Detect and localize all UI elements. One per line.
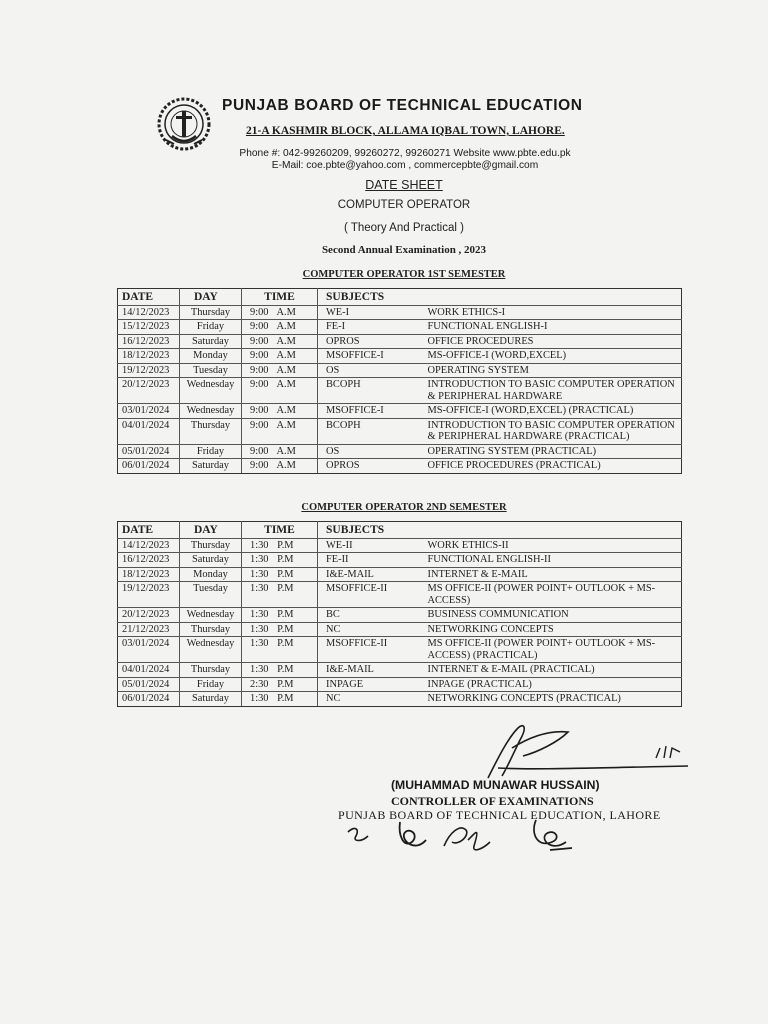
row-subject-code: MSOFFICE-I [318, 349, 420, 364]
row-date: 20/12/2023 [118, 378, 180, 404]
row-subject-code: WE-I [318, 305, 420, 320]
table-row [118, 349, 682, 364]
row-day: Wednesday [180, 637, 242, 663]
table-header-row [118, 289, 682, 306]
row-date: 06/01/2024 [118, 459, 180, 474]
row-date: 18/12/2023 [118, 349, 180, 364]
row-day: Thursday [180, 663, 242, 678]
row-day: Monday [180, 349, 242, 364]
row-date: 18/12/2023 [118, 567, 180, 582]
row-subject-name: INTERNET & E-MAIL (PRACTICAL) [420, 663, 682, 678]
row-subject-name: FUNCTIONAL ENGLISH-II [420, 553, 682, 568]
exam-session: Second Annual Examination , 2023 [321, 244, 487, 256]
row-subject-code: MSOFFICE-II [318, 582, 420, 608]
row-day: Friday [180, 320, 242, 335]
row-subject-name: INTERNET & E-MAIL [420, 567, 682, 582]
table-row [118, 305, 682, 320]
row-subject-name: WORK ETHICS-II [420, 538, 682, 553]
table-row [118, 444, 682, 459]
row-time: 1:30 P.M [242, 637, 318, 663]
row-subject-name: MS-OFFICE-I (WORD,EXCEL) (PRACTICAL) [420, 404, 682, 419]
row-date: 06/01/2024 [118, 692, 180, 707]
col-date-header: DATE [118, 522, 180, 539]
table-row [118, 459, 682, 474]
row-subject-name: FUNCTIONAL ENGLISH-I [420, 320, 682, 335]
row-subject-code: NC [318, 622, 420, 637]
row-subject-name: MS OFFICE-II (POWER POINT+ OUTLOOK + MS-ACCESS) [420, 582, 682, 608]
table-row [118, 553, 682, 568]
row-subject-code: MSOFFICE-I [318, 404, 420, 419]
table-row [118, 637, 682, 663]
row-time: 1:30 P.M [242, 567, 318, 582]
org-address: 21-A KASHMIR BLOCK, ALLAMA IQBAL TOWN, LAHORE. [246, 125, 565, 137]
row-date: 03/01/2024 [118, 637, 180, 663]
row-time: 9:00 A.M [242, 305, 318, 320]
row-day: Thursday [180, 305, 242, 320]
row-subject-code: OS [318, 444, 420, 459]
row-time: 1:30 P.M [242, 663, 318, 678]
row-subject-name: INPAGE (PRACTICAL) [420, 677, 682, 692]
row-time: 9:00 A.M [242, 404, 318, 419]
row-time: 1:30 P.M [242, 608, 318, 623]
row-subject-name: INTRODUCTION TO BASIC COMPUTER OPERATION & PERIPHERAL HARDWARE (PRACTICAL) [420, 418, 682, 444]
row-subject-code: INPAGE [318, 677, 420, 692]
row-subject-code: OS [318, 363, 420, 378]
exam-mode: ( Theory And Practical ) [344, 222, 464, 234]
table-row [118, 622, 682, 637]
table-row [118, 320, 682, 335]
row-subject-name: OFFICE PROCEDURES (PRACTICAL) [420, 459, 682, 474]
table-row [118, 677, 682, 692]
row-subject-code: WE-II [318, 538, 420, 553]
row-date: 04/01/2024 [118, 418, 180, 444]
document-title: DATE SHEET [365, 178, 443, 192]
table-row [118, 378, 682, 404]
row-time: 9:00 A.M [242, 444, 318, 459]
row-subject-code: FE-I [318, 320, 420, 335]
row-time: 1:30 P.M [242, 692, 318, 707]
row-date: 03/01/2024 [118, 404, 180, 419]
row-date: 05/01/2024 [118, 444, 180, 459]
row-day: Saturday [180, 459, 242, 474]
row-date: 14/12/2023 [118, 305, 180, 320]
table-row [118, 363, 682, 378]
org-name: PUNJAB BOARD OF TECHNICAL EDUCATION [222, 97, 583, 114]
row-day: Wednesday [180, 404, 242, 419]
row-subject-code: OPROS [318, 459, 420, 474]
table-row [118, 538, 682, 553]
row-time: 9:00 A.M [242, 418, 318, 444]
row-day: Thursday [180, 538, 242, 553]
row-time: 9:00 A.M [242, 349, 318, 364]
row-date: 04/01/2024 [118, 663, 180, 678]
row-time: 9:00 A.M [242, 363, 318, 378]
controller-name: (MUHAMMAD MUNAWAR HUSSAIN) [391, 778, 600, 792]
row-subject-code: I&E-MAIL [318, 567, 420, 582]
row-time: 1:30 P.M [242, 553, 318, 568]
row-subject-name: WORK ETHICS-I [420, 305, 682, 320]
row-subject-code: BC [318, 608, 420, 623]
semester-1-title: COMPUTER OPERATOR 1ST SEMESTER [302, 269, 506, 280]
col-day-header: DAY [180, 289, 242, 306]
row-time: 1:30 P.M [242, 538, 318, 553]
row-date: 14/12/2023 [118, 538, 180, 553]
row-day: Thursday [180, 418, 242, 444]
row-time: 1:30 P.M [242, 582, 318, 608]
row-date: 15/12/2023 [118, 320, 180, 335]
row-day: Wednesday [180, 378, 242, 404]
table-row [118, 692, 682, 707]
semester-2-title: COMPUTER OPERATOR 2ND SEMESTER [301, 502, 507, 513]
row-subject-name: NETWORKING CONCEPTS [420, 622, 682, 637]
row-day: Monday [180, 567, 242, 582]
row-date: 21/12/2023 [118, 622, 180, 637]
table-row [118, 567, 682, 582]
semester-2-table [117, 521, 682, 707]
controller-organization: PUNJAB BOARD OF TECHNICAL EDUCATION, LAHORE [338, 808, 661, 822]
row-subject-name: BUSINESS COMMUNICATION [420, 608, 682, 623]
row-date: 16/12/2023 [118, 334, 180, 349]
col-subject-name-header [420, 289, 682, 306]
table-row [118, 582, 682, 608]
semester-1-table [117, 288, 682, 474]
contact-email: E-Mail: coe.pbte@yahoo.com , commercepbte@gmail.com [271, 160, 539, 171]
row-time: 9:00 A.M [242, 320, 318, 335]
row-day: Friday [180, 444, 242, 459]
col-subjects-header: SUBJECTS [318, 522, 420, 539]
table-row [118, 608, 682, 623]
row-day: Thursday [180, 622, 242, 637]
row-subject-code: I&E-MAIL [318, 663, 420, 678]
row-date: 20/12/2023 [118, 608, 180, 623]
col-subjects-header: SUBJECTS [318, 289, 420, 306]
table-row [118, 334, 682, 349]
row-date: 19/12/2023 [118, 363, 180, 378]
col-date-header: DATE [118, 289, 180, 306]
row-subject-name: OPERATING SYSTEM [420, 363, 682, 378]
row-time: 9:00 A.M [242, 378, 318, 404]
row-time: 9:00 A.M [242, 334, 318, 349]
contact-phone-website: Phone #: 042-99260209, 99260272, 99260271 Website www.pbte.edu.pk [239, 148, 571, 159]
row-day: Tuesday [180, 582, 242, 608]
row-subject-code: MSOFFICE-II [318, 637, 420, 663]
row-date: 19/12/2023 [118, 582, 180, 608]
row-day: Tuesday [180, 363, 242, 378]
row-subject-name: INTRODUCTION TO BASIC COMPUTER OPERATION & PERIPHERAL HARDWARE [420, 378, 682, 404]
controller-designation: CONTROLLER OF EXAMINATIONS [391, 794, 594, 808]
row-time: 1:30 P.M [242, 622, 318, 637]
table-row [118, 418, 682, 444]
table-header-row [118, 522, 682, 539]
row-day: Wednesday [180, 608, 242, 623]
row-subject-name: OFFICE PROCEDURES [420, 334, 682, 349]
row-subject-code: FE-II [318, 553, 420, 568]
col-day-header: DAY [180, 522, 242, 539]
row-day: Friday [180, 677, 242, 692]
row-date: 16/12/2023 [118, 553, 180, 568]
col-subject-name-header [420, 522, 682, 539]
row-subject-code: BCOPH [318, 378, 420, 404]
row-subject-name: OPERATING SYSTEM (PRACTICAL) [420, 444, 682, 459]
row-day: Saturday [180, 692, 242, 707]
row-time: 9:00 A.M [242, 459, 318, 474]
table-row [118, 663, 682, 678]
row-subject-code: BCOPH [318, 418, 420, 444]
row-day: Saturday [180, 553, 242, 568]
col-time-header: TIME [242, 289, 318, 306]
row-subject-name: NETWORKING CONCEPTS (PRACTICAL) [420, 692, 682, 707]
pbte-logo-icon [156, 96, 212, 152]
row-subject-name: MS-OFFICE-I (WORD,EXCEL) [420, 349, 682, 364]
row-subject-name: MS OFFICE-II (POWER POINT+ OUTLOOK + MS-ACCESS) (PRACTICAL) [420, 637, 682, 663]
table-row [118, 404, 682, 419]
col-time-header: TIME [242, 522, 318, 539]
row-date: 05/01/2024 [118, 677, 180, 692]
row-subject-code: NC [318, 692, 420, 707]
course-name: COMPUTER OPERATOR [337, 199, 471, 211]
row-time: 2:30 P.M [242, 677, 318, 692]
row-subject-code: OPROS [318, 334, 420, 349]
row-day: Saturday [180, 334, 242, 349]
